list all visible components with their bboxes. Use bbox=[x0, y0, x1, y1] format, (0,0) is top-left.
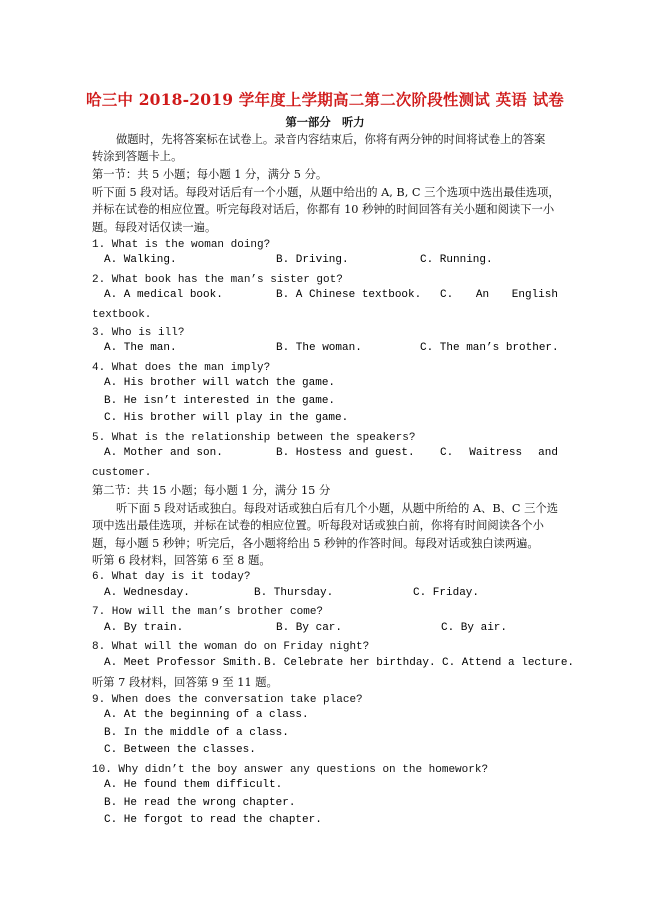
option-a: A. Wednesday. bbox=[104, 587, 190, 599]
section1-directions: 题。每段对话仅读一遍。 bbox=[92, 221, 217, 234]
material-heading: 听第 7 段材料，回答第 9 至 11 题。 bbox=[92, 676, 278, 689]
intro-line: 做题时，先将答案标在试卷上。录音内容结束后，你将有两分钟的时间将试卷上的答案 bbox=[116, 133, 546, 146]
option-a: A. His brother will watch the game. bbox=[104, 377, 336, 389]
option-c-continued: customer. bbox=[92, 467, 152, 479]
question-stem: 5. What is the relationship between the speakers? bbox=[92, 432, 416, 444]
option-c: C. Running. bbox=[420, 254, 493, 266]
material-heading: 听第 6 段材料，回答第 6 至 8 题。 bbox=[92, 554, 271, 567]
option-c: C. The man’s brother. bbox=[420, 342, 559, 354]
option-c-word: An bbox=[475, 289, 490, 301]
option-b: B. Thursday. bbox=[254, 587, 334, 599]
question-stem: 9. When does the conversation take place? bbox=[92, 694, 363, 706]
option-a: A. By train. bbox=[104, 622, 184, 634]
question-stem: 4. What does the man imply? bbox=[92, 362, 271, 374]
option-c: C. Friday. bbox=[413, 587, 480, 599]
question-stem: 6. What day is it today? bbox=[92, 571, 251, 583]
option-c bbox=[440, 289, 558, 301]
option-c: C. By air. bbox=[441, 622, 508, 634]
option-c-word: English bbox=[511, 289, 558, 301]
option-b: B. He read the wrong chapter. bbox=[104, 797, 296, 809]
option-a: A. Walking. bbox=[104, 254, 177, 266]
option-a: A. He found them difficult. bbox=[104, 779, 283, 791]
section1-directions: 听下面 5 段对话。每段对话后有一个小题，从题中给出的 A, B, C 三个选项中选出最佳选项， bbox=[92, 186, 560, 199]
option-b: B. Driving. bbox=[276, 254, 349, 266]
option-c: C. Attend a lecture. bbox=[442, 657, 575, 669]
exam-title: 哈三中 2018-2019 学年度上学期高二第二次阶段性测试 英语 试卷 bbox=[86, 90, 564, 109]
intro-line: 转涂到答题卡上。 bbox=[92, 150, 183, 163]
option-b: B. Hostess and guest. bbox=[276, 447, 415, 459]
option-b: B. In the middle of a class. bbox=[104, 727, 289, 739]
section2-directions: 题，每小题 5 秒钟；听完后，各小题将给出 5 秒钟的作答时间。每段对话或独白读两遍。 bbox=[92, 537, 539, 550]
question-stem: 8. What will the woman do on Friday night? bbox=[92, 641, 370, 653]
option-b: B. Celebrate her birthday. bbox=[264, 657, 436, 669]
part-heading: 第一部分 听力 bbox=[285, 115, 365, 129]
option-b: B. He isn’t interested in the game. bbox=[104, 395, 336, 407]
option-a: A. Meet Professor Smith. bbox=[104, 657, 263, 669]
section2-directions: 听下面 5 段对话或独白。每段对话或独白后有几个小题，从题中所给的 A、B、C 三个选 bbox=[116, 502, 559, 515]
option-c-word: Waitress bbox=[469, 447, 523, 459]
option-a: A. At the beginning of a class. bbox=[104, 709, 309, 721]
option-c-continued: textbook. bbox=[92, 309, 152, 321]
question-stem: 7. How will the man’s brother come? bbox=[92, 606, 324, 618]
option-c: C. Between the classes. bbox=[104, 744, 256, 756]
option-b: B. The woman. bbox=[276, 342, 362, 354]
section1-directions: 并标在试卷的相应位置。听完每段对话后，你都有 10 秒钟的时间回答有关小题和阅读下一小 bbox=[92, 203, 555, 216]
option-c-word: and bbox=[538, 447, 558, 459]
question-stem: 3. Who is ill? bbox=[92, 327, 185, 339]
section2-header: 第二节：共 15 小题；每小题 1 分，满分 15 分 bbox=[92, 484, 331, 497]
option-a: A. A medical book. bbox=[104, 289, 223, 301]
section1-header: 第一节：共 5 小题；每小题 1 分，满分 5 分。 bbox=[92, 168, 328, 181]
option-b: B. A Chinese textbook. bbox=[276, 289, 422, 301]
section2-directions: 项中选出最佳选项，并标在试卷的相应位置。听每段对话或独白前，你将有时间阅读各个小 bbox=[92, 519, 544, 532]
option-b: B. By car. bbox=[276, 622, 343, 634]
option-c: C. His brother will play in the game. bbox=[104, 412, 349, 424]
question-stem: 1. What is the woman doing? bbox=[92, 239, 271, 251]
option-a: A. Mother and son. bbox=[104, 447, 223, 459]
question-stem: 2. What book has the man’s sister got? bbox=[92, 274, 343, 286]
option-a: A. The man. bbox=[104, 342, 177, 354]
option-c: C. He forgot to read the chapter. bbox=[104, 814, 322, 826]
option-c bbox=[440, 447, 558, 459]
question-stem: 10. Why didn’t the boy answer any questions on the homework? bbox=[92, 764, 489, 776]
option-c-word: C. bbox=[440, 289, 454, 301]
option-c-word: C. bbox=[440, 447, 454, 459]
